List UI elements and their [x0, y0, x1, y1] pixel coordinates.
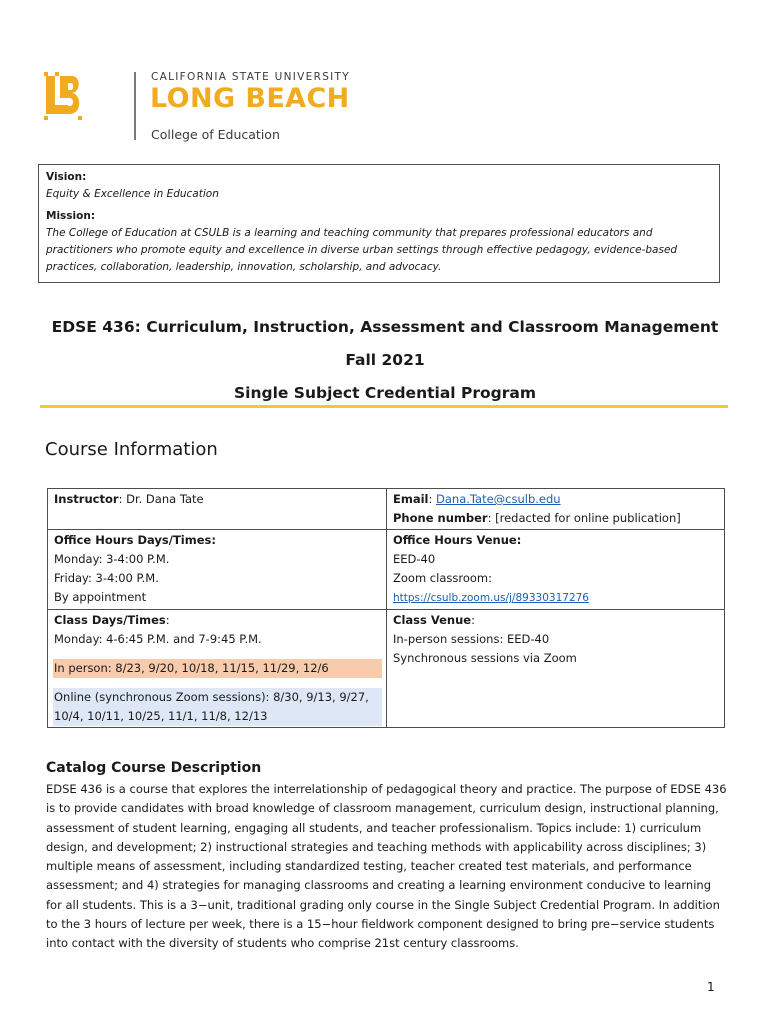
title-underline: [40, 405, 728, 408]
mission-label: Mission:: [46, 210, 96, 222]
course-title-block: [38, 314, 732, 413]
table-row: [48, 610, 725, 728]
online-dates: Online (synchronous Zoom sessions): 8/30, 9/13, 9/27, 10/4, 10/11, 10/25, 11/1, 11/8, 12/13: [53, 688, 382, 726]
class-venue-colon: :: [471, 613, 475, 627]
vision-text: Equity & Excellence in Education: [46, 188, 219, 200]
logo-divider: [134, 72, 136, 140]
class-venue-line: In-person sessions: EED-40: [393, 632, 550, 646]
logo-campus-name: LONG BEACH: [150, 83, 350, 114]
phone-label: Phone number: [393, 511, 488, 525]
zoom-link[interactable]: https://csulb.zoom.us/j/89330317276: [393, 592, 589, 604]
office-hours-label: Office Hours Days/Times:: [54, 533, 216, 547]
office-venue-line: EED-40: [393, 552, 436, 566]
instructor-cell: [48, 489, 387, 530]
class-venue-line: Synchronous sessions via Zoom: [393, 651, 577, 665]
class-days-value: Monday: 4-6:45 P.M. and 7-9:45 P.M.: [54, 632, 262, 646]
contact-cell: [387, 489, 725, 530]
in-person-dates: In person: 8/23, 9/20, 10/18, 11/15, 11/29, 12/6: [53, 659, 382, 678]
catalog-description: EDSE 436 is a course that explores the interrelationship of pedagogical theory and practice. The purpose of EDSE 436 is to provide candidates with broad knowledge of classroom management, curriculum design, instructional planning, assessment of student learning, engaging all students, and teacher professionalism. Topics include: 1) curriculum design, and development; 2) instructional strategies and teaching methods with applicability across disciplines; 3) multiple means of assessment, including standardized testing, teacher created test materials, and performance assessment; and 4) strategies for managing classrooms and creating a learning environment conducive to learning for all students. This is a 3−unit, traditional grading only course in the Single Subject Credential Program. In addition to the 3 hours of lecture per week, there is a 15−hour fieldwork component designed to bring pre−service students into contact with the diversity of students who comprise 21st century classrooms.: [46, 782, 727, 951]
table-row: [48, 489, 725, 530]
instructor-value: : Dr. Dana Tate: [118, 492, 204, 506]
lb-monogram-icon: [44, 72, 84, 122]
table-row: [48, 530, 725, 610]
course-title: EDSE 436: Curriculum, Instruction, Assessment and Classroom Management: [51, 318, 719, 336]
course-term: Fall 2021: [345, 351, 425, 369]
office-hours-line: Friday: 3-4:00 P.M.: [54, 571, 159, 585]
logo-college-name: College of Education: [151, 127, 280, 142]
office-venue-label: Office Hours Venue:: [393, 533, 522, 547]
email-link[interactable]: Dana.Tate@csulb.edu: [436, 492, 561, 506]
phone-value: : [redacted for online publication]: [487, 511, 681, 525]
office-venue-cell: [387, 530, 725, 610]
email-label: Email: [393, 492, 429, 506]
course-program: Single Subject Credential Program: [233, 384, 536, 402]
class-days-cell: [48, 610, 387, 728]
class-venue-label: Class Venue: [393, 613, 472, 627]
logo-university-name: CALIFORNIA STATE UNIVERSITY: [151, 71, 350, 83]
class-days-label: Class Days/Times: [54, 613, 166, 627]
course-information-heading: Course Information: [45, 439, 218, 460]
mission-text: The College of Education at CSULB is a learning and teaching community that prepares professional educators and practitioners who promote equity and excellence in diverse urban settings through effective pedagogy, evidence-based practices, collaboration, leadership, innovation, scholarship, and advocacy.: [46, 227, 678, 273]
class-days-colon: :: [165, 613, 170, 627]
catalog-heading: Catalog Course Description: [46, 760, 262, 776]
csulb-logo: [44, 70, 350, 145]
office-hours-line: By appointment: [54, 590, 147, 604]
instructor-label: Instructor: [54, 492, 119, 506]
vision-mission-box: [38, 164, 720, 283]
office-hours-cell: [48, 530, 387, 610]
vision-label: Vision:: [46, 171, 87, 183]
page-number: 1: [707, 980, 715, 994]
office-venue-line: Zoom classroom:: [393, 571, 492, 585]
class-venue-cell: [387, 610, 725, 728]
office-hours-line: Monday: 3-4:00 P.M.: [54, 552, 170, 566]
course-info-table: [47, 488, 725, 728]
email-separator: :: [428, 492, 437, 506]
